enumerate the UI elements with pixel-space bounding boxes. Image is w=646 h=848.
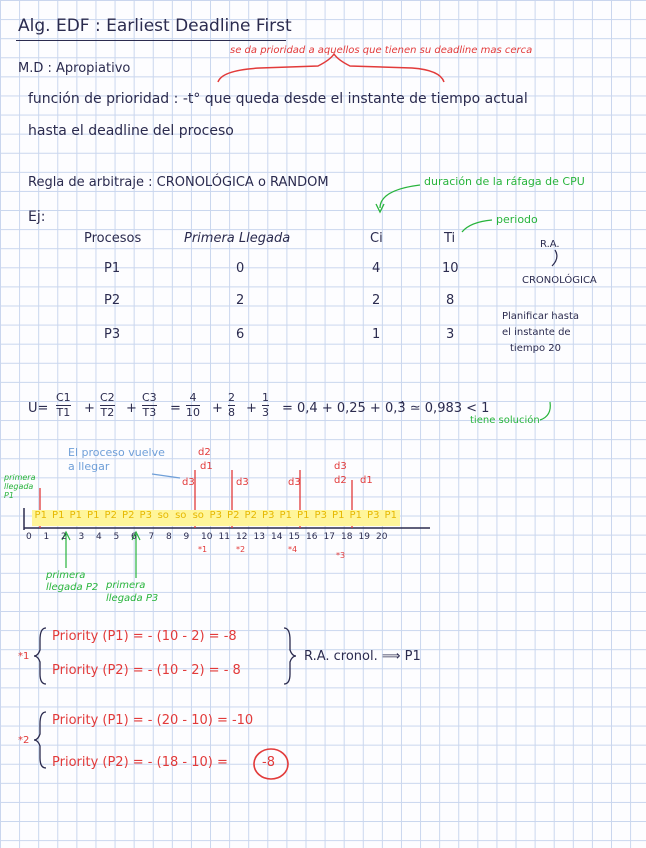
cell-ti: 3 — [446, 327, 455, 342]
timeline-cell: P2 — [102, 510, 120, 526]
timeline-cell: P2 — [242, 510, 260, 526]
regla-arbitraje: Regla de arbitraje : CRONOLÓGICA o RANDOM — [28, 175, 329, 190]
calc1-line2: Priority (P2) = - (10 - 2) = - 8 — [52, 663, 241, 678]
frac-2-8 — [228, 392, 235, 418]
side-cronologica: CRONOLÓGICA — [522, 275, 597, 286]
timeline-cell: P2 — [120, 510, 138, 526]
primera-llegada-p2: primera llegada P2 — [46, 570, 99, 593]
title-underline — [16, 40, 286, 41]
frac-num: C1 — [56, 391, 71, 404]
calc1-star: *1 — [18, 651, 30, 662]
tick-label: 2 — [61, 532, 67, 542]
tick-label: 8 — [166, 532, 172, 542]
formula-result: = 0,4 + 0,25 + 0,3̂ ≃ 0,983 < 1 — [282, 401, 490, 416]
plan-line-3: tiempo 20 — [510, 343, 561, 354]
calc1-line1: Priority (P1) = - (10 - 2) = -8 — [52, 629, 237, 644]
timeline-cell: P3 — [312, 510, 330, 526]
op: + — [212, 401, 223, 416]
cell-llegada: 0 — [236, 261, 245, 276]
timeline-cell: P1 — [382, 510, 400, 526]
frac-den: 3 — [262, 405, 269, 419]
left-brace-1 — [34, 628, 46, 684]
timeline-cell: P1 — [277, 510, 295, 526]
op: + — [246, 401, 257, 416]
primera-llegada-p1: primera llegada P1 — [4, 473, 36, 500]
tick-label: 16 — [306, 532, 318, 542]
red-brace — [218, 54, 444, 82]
plan-line-1: Planificar hasta — [502, 311, 579, 322]
cell-ci: 2 — [372, 293, 381, 308]
deadline-label: d3 — [288, 477, 301, 488]
frac-num: C3 — [142, 391, 157, 404]
cell-proceso: P3 — [104, 327, 121, 342]
timeline-cell: P1 — [50, 510, 68, 526]
prio-line-2: hasta el deadline del proceso — [28, 123, 234, 139]
timeline-cell: P3 — [365, 510, 383, 526]
tick-label: 10 — [201, 532, 213, 542]
cell-ci: 4 — [372, 261, 381, 276]
md-label: M.D : Apropiativo — [18, 61, 131, 76]
deadline-label: d3 — [182, 477, 195, 488]
timeline-cell: so — [190, 510, 208, 526]
cell-proceso: P2 — [104, 293, 121, 308]
frac-num: C2 — [100, 391, 115, 404]
calc2-circled: -8 — [262, 755, 275, 770]
deadline-label: d3 — [236, 477, 249, 488]
tick-label: 6 — [131, 532, 137, 542]
tick-label: 14 — [271, 532, 283, 542]
th-primera-llegada: Primera Llegada — [184, 231, 291, 246]
tick-label: 3 — [78, 532, 85, 542]
frac-c1-t1 — [56, 392, 71, 418]
prio-line-1: función de prioridad : -t° que queda desde el instante de tiempo actual — [28, 91, 528, 107]
right-brace-1 — [284, 628, 296, 684]
cell-llegada: 6 — [236, 327, 245, 342]
star-marker: *4 — [288, 545, 298, 554]
deadline-label: d3 — [334, 461, 347, 472]
tick-label: 20 — [376, 532, 388, 542]
timeline-cell: so — [155, 510, 173, 526]
tick-label: 13 — [253, 532, 265, 542]
tick-label: 18 — [341, 532, 353, 542]
tick-label: 0 — [26, 532, 32, 542]
tick-label: 9 — [183, 532, 190, 542]
timeline-cell: P2 — [225, 510, 243, 526]
op: + — [84, 401, 95, 416]
cell-proceso: P1 — [104, 261, 121, 276]
frac-num: 1 — [262, 391, 269, 404]
frac-4-10 — [186, 392, 200, 418]
timeline-cells — [32, 510, 400, 526]
green-arrow-ti — [462, 220, 492, 232]
deadline-label: d2 — [334, 475, 347, 486]
timeline-cell: P3 — [207, 510, 225, 526]
timeline-cell: P1 — [330, 510, 348, 526]
green-note-periodo: periodo — [496, 213, 538, 226]
th-ci: Ci — [370, 231, 383, 246]
page-title: Alg. EDF : Earliest Deadline First — [18, 16, 292, 36]
deadline-label: d1 — [360, 475, 373, 486]
frac-den: T3 — [142, 405, 157, 419]
timeline-cell: P3 — [137, 510, 155, 526]
timeline-cell: P3 — [260, 510, 278, 526]
ej-label: Ej: — [28, 209, 46, 225]
calc2-line1: Priority (P1) = - (20 - 10) = -10 — [52, 713, 254, 728]
primera-llegada-p3: primera llegada P3 — [106, 580, 159, 604]
tick-label: 15 — [288, 532, 300, 542]
frac-num: 4 — [189, 391, 197, 404]
timeline-cell: P1 — [67, 510, 85, 526]
frac-den: 10 — [186, 405, 200, 419]
frac-den: 8 — [228, 405, 235, 419]
formula-u: U= — [28, 401, 49, 416]
tiene-solucion: tiene solución — [470, 415, 540, 426]
green-arrow-ci — [380, 185, 420, 208]
frac-den: T2 — [100, 405, 115, 419]
tick-label: 19 — [358, 532, 370, 542]
left-brace-2 — [34, 712, 46, 768]
blue-note: El proceso vuelve a llegar — [68, 446, 165, 474]
timeline-cell: P1 — [295, 510, 313, 526]
frac-c2-t2 — [100, 392, 115, 418]
op: + — [126, 401, 137, 416]
tick-label: 7 — [148, 532, 155, 542]
deadline-label: d2 — [198, 447, 211, 458]
frac-c3-t3 — [142, 392, 157, 418]
star-marker: *3 — [336, 551, 346, 560]
frac-num: 2 — [228, 391, 235, 404]
side-ra: R.A. — [540, 239, 560, 250]
calc2-star: *2 — [18, 735, 30, 746]
timeline-cell: so — [172, 510, 190, 526]
tick-label: 5 — [113, 532, 120, 542]
timeline-cell: P1 — [85, 510, 103, 526]
cell-ti: 8 — [446, 293, 455, 308]
timeline-cell: P1 — [347, 510, 365, 526]
red-note-top: se da prioridad a aquellos que tienen su deadline mas cerca — [230, 45, 533, 56]
tick-label: 1 — [43, 532, 50, 542]
timeline-ticks — [26, 532, 394, 542]
deadline-label: d1 — [200, 461, 213, 472]
calc2-line2: Priority (P2) = - (18 - 10) = — [52, 755, 228, 770]
frac-1-3 — [262, 392, 269, 418]
op: = — [170, 401, 181, 416]
green-note-duracion: duración de la ráfaga de CPU — [424, 175, 585, 188]
tick-label: 4 — [96, 532, 102, 542]
cell-ci: 1 — [372, 327, 381, 342]
star-marker: *2 — [236, 545, 246, 554]
calc1-ra: R.A. cronol. ⟹ P1 — [304, 649, 421, 664]
th-ti: Ti — [444, 231, 456, 246]
tick-label: 12 — [236, 532, 248, 542]
plan-line-2: el instante de — [502, 327, 571, 338]
cell-llegada: 2 — [236, 293, 245, 308]
cell-ti: 10 — [442, 261, 459, 276]
th-procesos: Procesos — [84, 231, 142, 246]
tick-label: 17 — [323, 532, 335, 542]
star-marker: *1 — [198, 545, 208, 554]
frac-den: T1 — [56, 405, 71, 419]
tick-label: 11 — [218, 532, 230, 542]
timeline-cell: P1 — [32, 510, 50, 526]
